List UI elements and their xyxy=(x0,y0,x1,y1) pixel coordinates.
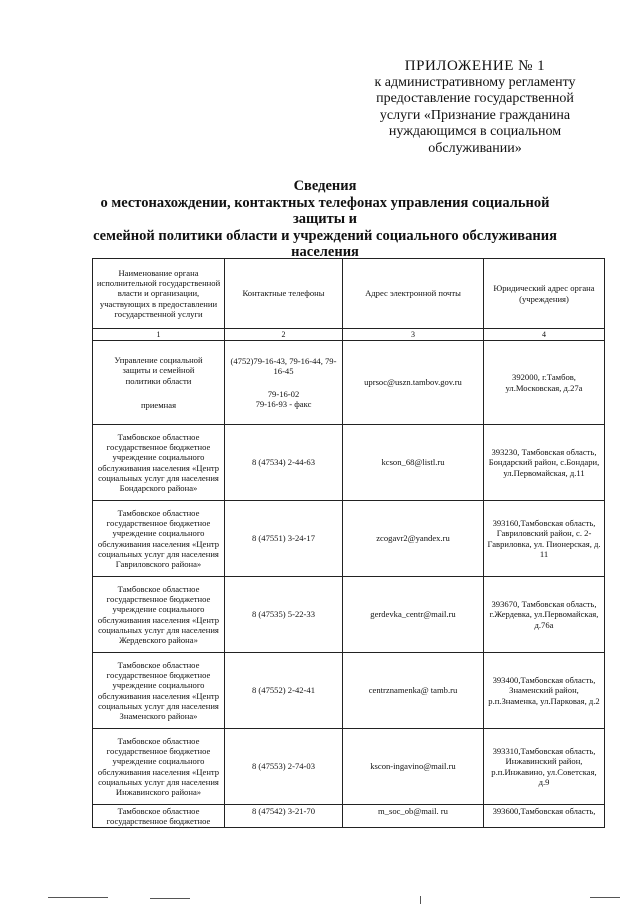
heading-line: семейной политики области и учреждений социального обслуживания xyxy=(93,227,557,244)
column-number-row xyxy=(93,329,605,341)
column-number: 2 xyxy=(225,329,343,341)
row-email: centrznamenka@ tamb.ru xyxy=(343,653,484,729)
table-row xyxy=(93,729,605,805)
row-phone: 8 (47542) 3-21-70 xyxy=(225,805,343,828)
row-email: kcson_68@listl.ru xyxy=(343,425,484,501)
row-phone: 8 (47553) 2-74-03 xyxy=(225,729,343,805)
document-heading xyxy=(80,178,570,261)
scan-mark xyxy=(590,897,620,898)
header-name: Наименование органа исполнительной государственной власти и организации, участвующих в предоставлении государственной услуги xyxy=(93,259,225,329)
table-header-row xyxy=(93,259,605,329)
row-phone-sub2: 79-16-93 - факс xyxy=(255,398,312,409)
row-phone: 8 (47534) 2-44-63 xyxy=(225,425,343,501)
row-name: Тамбовское областное государственное бюджетное учреждение социального обслуживания населения «Центр социальных услуг для населения Бондарского района» xyxy=(93,425,225,501)
appendix-line: нуждающимся в социальном xyxy=(388,124,562,139)
row-address: 393400,Тамбовская область, Знаменский район, р.п.Знаменка, ул.Парковая, д.2 xyxy=(484,653,605,729)
row-phone: 8 (47551) 3-24-17 xyxy=(225,501,343,577)
row-name: Тамбовское областное государственное бюджетное учреждение социального обслуживания населения «Центр социальных услуг для населения Жердевского района» xyxy=(93,577,225,653)
institutions-table xyxy=(92,258,605,828)
row-address: 392000, г.Тамбов, ул.Московская, д.27а xyxy=(484,341,605,425)
row-address: 393160,Тамбовская область, Гавриловский район, с. 2-Гавриловка, ул. Пионерская, д. 11 xyxy=(484,501,605,577)
scan-mark xyxy=(150,898,190,899)
appendix-line: услуги «Признание гражданина xyxy=(379,107,571,123)
row-name: Управление социальной защиты и семейной политики области xyxy=(114,355,203,386)
row-email: m_soc_ob@mail. ru xyxy=(343,805,484,828)
row-email: zcogavr2@yandex.ru xyxy=(343,501,484,577)
row-address: 393600,Тамбовская область, xyxy=(484,805,605,828)
table-row xyxy=(93,577,605,653)
appendix-block xyxy=(340,58,610,157)
row-name: Тамбовское областное государственное бюджетное xyxy=(93,805,225,828)
table-row xyxy=(93,341,605,425)
row-name: Тамбовское областное государственное бюджетное учреждение социального обслуживания населения «Центр социальных услуг для населения Гавриловского района» xyxy=(93,501,225,577)
header-address: Юридический адрес органа (учреждения) xyxy=(484,259,605,329)
heading-line: Сведения xyxy=(293,178,357,194)
scan-mark xyxy=(48,897,108,898)
column-number: 1 xyxy=(93,329,225,341)
row-name: Тамбовское областное государственное бюджетное учреждение социального обслуживания населения «Центр социальных услуг для населения Инжавинского района» xyxy=(93,729,225,805)
appendix-title: ПРИЛОЖЕНИЕ № 1 xyxy=(404,58,546,74)
row-email: kscon-ingavino@mail.ru xyxy=(343,729,484,805)
table-row xyxy=(93,425,605,501)
scan-mark xyxy=(420,896,421,904)
table-row xyxy=(93,653,605,729)
row-email: uprsoc@uszn.tambov.gov.ru xyxy=(343,341,484,425)
header-phones: Контактные телефоны xyxy=(225,259,343,329)
row-address: 393310,Тамбовская область, Инжавинский район, р.п.Инжавино, ул.Советская, д.9 xyxy=(484,729,605,805)
heading-line: о местонахождении, контактных телефонах управления социальной защиты и xyxy=(100,194,550,227)
row-phone: 8 (47552) 2-42-41 xyxy=(225,653,343,729)
table-row xyxy=(93,501,605,577)
row-address: 393670, Тамбовская область, г.Жердевка, ул.Первомайская, д.76а xyxy=(484,577,605,653)
appendix-line: предоставление государственной xyxy=(376,91,574,106)
column-number: 4 xyxy=(484,329,605,341)
cell-name xyxy=(93,341,225,425)
appendix-line: к административному регламенту xyxy=(374,74,576,90)
row-email: gerdevka_centr@mail.ru xyxy=(343,577,484,653)
row-phone: 8 (47535) 5-22-33 xyxy=(225,577,343,653)
column-number: 3 xyxy=(343,329,484,341)
appendix-line: обслуживании» xyxy=(428,140,522,156)
row-name-sub: приемная xyxy=(140,399,177,410)
heading-line: населения xyxy=(291,244,359,260)
header-email: Адрес электронной почты xyxy=(343,259,484,329)
row-name: Тамбовское областное государственное бюджетное учреждение социального обслуживания населения «Центр социальных услуг для населения Знаменского района» xyxy=(93,653,225,729)
row-address: 393230, Тамбовская область, Бондарский район, с.Бондари, ул.Первомайская, д.11 xyxy=(484,425,605,501)
cell-phone xyxy=(225,341,343,425)
row-phone: (4752)79-16-43, 79-16-44, 79-16-45 xyxy=(230,356,337,377)
row-phone-sub: 79-16-02 xyxy=(267,388,300,399)
table-row xyxy=(93,805,605,828)
